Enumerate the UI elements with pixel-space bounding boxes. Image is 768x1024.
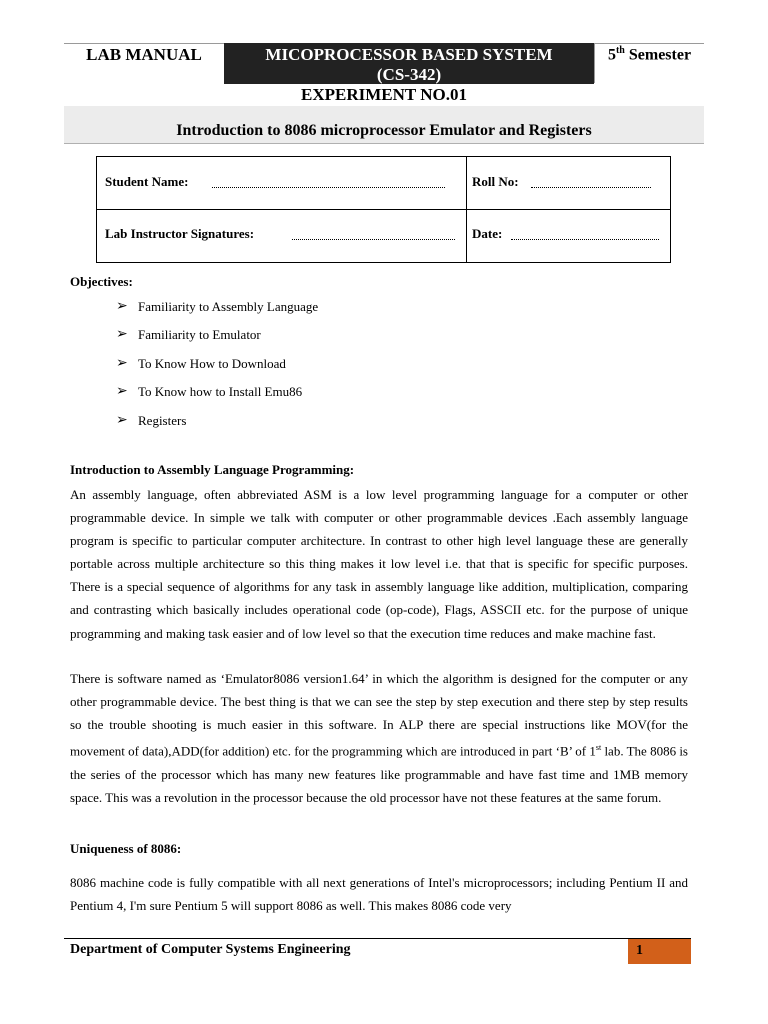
- list-item: [116, 325, 318, 353]
- objective-text: Familiarity to Emulator: [138, 327, 261, 343]
- intro-paragraph-2: [70, 667, 688, 809]
- arrow-bullet-icon: ➢: [116, 412, 128, 428]
- date-label: Date:: [472, 226, 503, 241]
- arrow-bullet-icon: ➢: [116, 299, 128, 314]
- intro-heading: Introduction to Assembly Language Programming:: [70, 462, 355, 477]
- semester-number: 5: [607, 46, 616, 64]
- arrow-bullet-icon: ➢: [116, 384, 128, 400]
- objectives-heading: Objectives:: [70, 274, 133, 289]
- list-item: [116, 411, 318, 439]
- instructor-signature-field[interactable]: [292, 229, 455, 240]
- roll-no-label: Roll No:: [472, 174, 519, 189]
- objective-text: To Know How to Download: [138, 355, 286, 371]
- page-number-badge: 1: [628, 939, 691, 964]
- arrow-bullet-icon: ➢: [116, 355, 128, 371]
- objective-text: Registers: [138, 412, 187, 428]
- table-row-divider: [97, 209, 670, 210]
- ordinal-suffix: st: [595, 743, 602, 753]
- objective-text: Familiarity to Assembly Language: [138, 299, 319, 314]
- semester-suffix: th: [615, 45, 625, 56]
- roll-no-field[interactable]: [531, 177, 651, 188]
- course-code: (CS-342): [376, 65, 442, 84]
- date-field[interactable]: [511, 229, 659, 240]
- experiment-title: Introduction to 8086 microprocessor Emulator and Registers: [176, 122, 592, 139]
- instructor-signature-label: Lab Instructor Signatures:: [105, 226, 255, 241]
- semester-cell: [594, 43, 704, 83]
- objectives-list: [116, 297, 318, 439]
- list-item: [116, 297, 318, 325]
- objective-text: To Know how to Install Emu86: [138, 384, 303, 400]
- course-name: MICOPROCESSOR BASED SYSTEM: [265, 45, 553, 64]
- arrow-bullet-icon: ➢: [116, 327, 128, 343]
- uniqueness-heading: Uniqueness of 8086:: [70, 841, 182, 856]
- course-title-cell: [224, 43, 594, 84]
- footer-rule: [64, 938, 691, 939]
- table-column-divider: [466, 157, 467, 262]
- semester-word: Semester: [628, 46, 692, 64]
- intro-paragraph-1: An assembly language, often abbreviated ASM is a low level programming language for a computer or other programmable device. In simple we talk with computer or other programmable devices .Each assembly language program is specific to particular computer architecture. In contrast to other high level language these are generally portable across multiple architecture so this thing makes it low level i.e. that that is specific for specific purposes. There is a special sequence of algorithms for any task in assembly language like addition, multiplication, comparing and contrasting which basically includes operational code (op-code), Flags, ASSCII etc. for the purpose of unique programming and making task easier and of low level so that the execution time reduces and make machine fast.: [70, 487, 688, 641]
- list-item: [116, 354, 318, 382]
- list-item: [116, 382, 318, 410]
- footer-department: Department of Computer Systems Engineering: [70, 942, 351, 957]
- para2-text-end: lab. The 8086 is the series of the processor which has many new features like programmable and have fast time and 1MB memory space. This was a revolution in the processor because the old processor have not these features at the same forum.: [70, 743, 688, 805]
- lab-manual-label: LAB MANUAL: [86, 45, 202, 64]
- student-name-field[interactable]: [212, 177, 445, 188]
- student-info-table: [96, 156, 671, 263]
- experiment-number: EXPERIMENT NO.01: [301, 85, 467, 104]
- student-name-label: Student Name:: [105, 174, 189, 189]
- para2-text-start: There is software named as ‘Emulator8086 version1.64’ in which the algorithm is designed for the computer or any other programmable device. The best thing is that we can see the step by step execution and there step by step results so the trouble shooting is much easier in this software. In ALP there are special instructions like MOV(for the movement of data),ADD(for addition) etc. for the programming which are introduced in part ‘B’ of 1: [70, 671, 688, 759]
- title-band: [64, 106, 704, 144]
- uniqueness-paragraph: 8086 machine code is fully compatible with all next generations of Intel's microprocessors; including Pentium II and Pentium 4, I'm sure Pentium 5 will support 8086 as well. This makes 8086 code very: [70, 875, 688, 914]
